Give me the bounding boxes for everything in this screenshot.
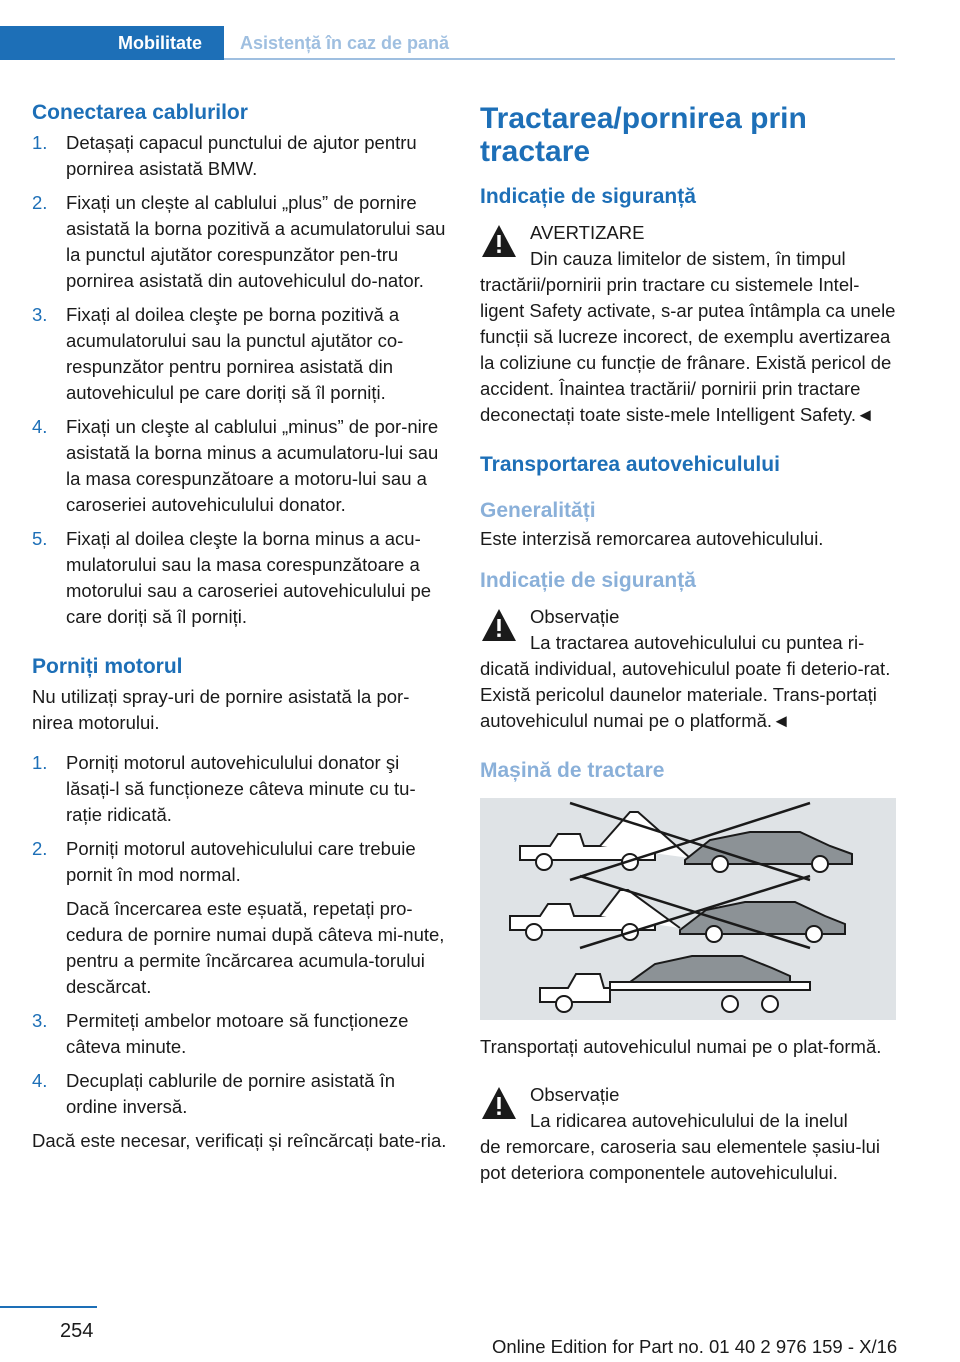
start-steps-list [32,750,447,1120]
list-item [32,1068,447,1120]
warning-body [480,630,896,734]
step-number: 2. [32,838,48,859]
warning-block-1 [480,220,896,428]
list-item [32,750,447,828]
step-number: 2. [32,192,48,213]
step-extra-text: Dacă încercarea este eșuată, repetați pro-cedura de pornire numai după câteva mi-nute, pentru a permite încărcarea acumula-torului descărcat. [66,898,445,997]
figure-caption: Transportați autovehiculul numai pe o plat-formă. [480,1036,882,1057]
start-intro-text: Nu utilizați spray-uri de pornire asistată la por-nirea motorului. [32,686,410,733]
list-item [32,414,447,518]
step-number: 5. [32,528,48,549]
heading-masina-tractare: Mașină de tractare [480,759,665,782]
footer-edition: Online Edition for Part no. 01 40 2 976 159 - X/16 [492,1336,898,1357]
list-item [32,302,447,406]
step-number: 4. [32,416,48,437]
step-text: Permiteți ambelor motoare să funcționeze câteva minute. [66,1010,409,1057]
header-tab-mobilitate[interactable]: Mobilitate [96,26,224,60]
heading-transportarea: Transportarea autovehiculului [480,453,780,476]
warning-body-first-line: La ridicarea autovehiculului de la inelul [530,1110,848,1131]
warning-block-2 [480,604,896,734]
header-divider [224,58,895,60]
header-accent-block [0,26,96,60]
left-column [32,98,447,1154]
right-column [480,102,896,1186]
heading-generalitati: Generalități [480,499,596,522]
heading-tractarea: Tractarea/pornirea prin tractare [480,102,807,168]
step-number: 3. [32,1010,48,1031]
warning-body [480,1108,896,1186]
heading-indicatie-siguranta-2: Indicație de siguranță [480,569,696,592]
warning-body-rest: de remorcare, caroseria sau elementele șasiu-lui pot deteriora componentele autovehiculului. [480,1136,880,1183]
step-text: Detașați capacul punctului de ajutor pentru pornirea asistată BMW. [66,132,417,179]
page-number: 254 [60,1320,94,1342]
heading-porniti-motorul: Porniți motorul [32,655,183,678]
step-number: 1. [32,752,48,773]
warning-block-3 [480,1082,896,1186]
warning-title: AVERTIZARE [530,222,645,243]
closing-text: Dacă este necesar, verificați și reîncărcați bate-ria. [32,1130,447,1151]
step-text: Fixați al doilea cleşte pe borna pozitivă a acumulatorului sau la punctul ajutător co-respunzător pentru pornirea asistată din autovehiculul pe care doriți să îl porniți. [66,304,404,403]
list-item [32,130,447,182]
list-item [32,526,447,630]
warning-body-rest: dicată individual, autovehiculul poate fi deterio-rat. Există pericolul daunelor materiale. Trans-portați autovehiculul numai pe o platformă.◄ [480,658,891,731]
step-text: Porniți motorul autovehiculului care trebuie pornit în mod normal. [66,838,416,885]
header-tab-asistenta[interactable]: Asistență în caz de pană [240,33,450,53]
list-item [32,1008,447,1060]
step-number: 1. [32,132,48,153]
step-text: Fixați al doilea cleşte la borna minus a acu-mulatorului sau la masa corespunzătoare a motorului sau a caroseriei autovehiculului pe care doriți să îl porniți. [66,528,432,627]
heading-conectarea-cablurilor: Conectarea cablurilor [32,101,248,124]
list-item [32,836,447,1000]
connect-steps-list [32,130,447,630]
warning-body-rest: tractării/pornirii prin tractare cu sistemele Intel-ligent Safety activate, s-ar putea întâmpla ca unele funcții să lucreze incorect, de exemplu avertizarea la coliziune cu funcție de frânare. Există pericol de accident. Înaintea tractării/ pornirii prin tractare deconectați toate siste-mele Intelligent Safety.◄ [480,274,896,425]
warning-body-first-line: La tractarea autovehiculului cu puntea ri- [530,632,865,653]
warning-title: Observație [530,606,620,627]
warning-icon [480,1084,518,1122]
step-text: Decuplați cablurile de pornire asistată în ordine inversă. [66,1070,396,1117]
warning-icon [480,606,518,644]
step-text: Fixați un clește al cablului „plus” de pornire asistată la borna pozitivă a acumulatorului sau la punctul ajutător corespunzător pen-tru pornirea asistată din autovehiculul do-nator. [66,192,446,291]
step-number: 4. [32,1070,48,1091]
step-text: Fixați un cleşte al cablului „minus” de por-nire asistată la borna minus a acumulatoru-lui sau la masa corespunzătoare a motoru-lui sau a caroseriei autovehiculului donator. [66,416,439,515]
page-header [0,26,895,60]
warning-icon [480,222,518,260]
tow-truck-diagram [480,798,896,1020]
step-number: 3. [32,304,48,325]
step-text: Porniți motorul autovehiculului donator şi lăsați-l să funcționeze câteva minute cu tu-rație ridicată. [66,752,416,825]
warning-title: Observație [530,1084,620,1105]
heading-indicatie-siguranta-1: Indicație de siguranță [480,185,696,208]
list-item [32,190,447,294]
footer-divider [0,1306,97,1308]
warning-body-first-line: Din cauza limitelor de sistem, în timpul [530,248,846,269]
tow-truck-illustration [480,798,896,1020]
warning-body [480,246,896,428]
general-text: Este interzisă remorcarea autovehiculului. [480,528,824,549]
